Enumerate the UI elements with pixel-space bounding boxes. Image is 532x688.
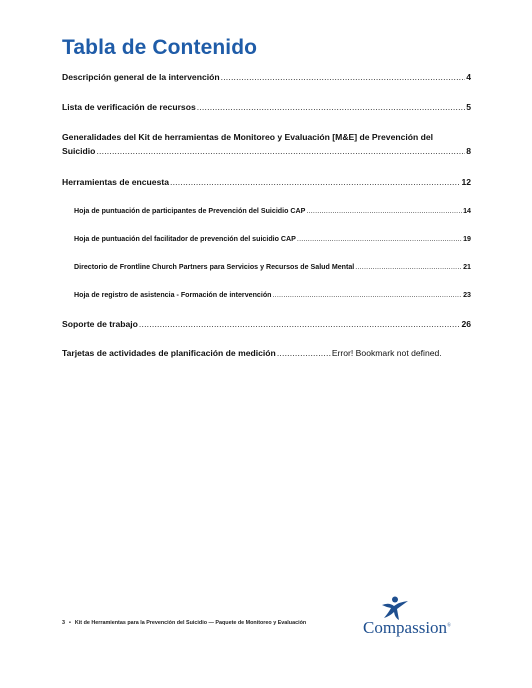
logo-registered-mark: ® [447, 623, 451, 629]
footer-bullet: • [69, 620, 71, 626]
page-title: Tabla de Contenido [62, 36, 258, 59]
footer-page-number: 3 [62, 620, 65, 626]
toc-leader-dots [306, 207, 462, 215]
toc-entry-lista[interactable] [62, 102, 471, 112]
toc-entry-label: Hoja de registro de asistencia - Formación de intervención [74, 291, 272, 299]
toc-leader-dots [297, 235, 462, 243]
toc-entry-error: Error! Bookmark not defined. [331, 348, 442, 358]
toc-entry-generalidades[interactable] [62, 132, 471, 156]
toc-entry-page: 21 [463, 263, 471, 271]
compassion-logo [363, 596, 473, 640]
toc-subentry-registro[interactable] [62, 291, 471, 299]
toc-entry-herramientas[interactable] [62, 177, 471, 187]
toc-entry-label: Lista de verificación de recursos [62, 102, 196, 112]
toc-leader-dots [273, 291, 463, 299]
toc-subentry-directorio[interactable] [62, 263, 471, 271]
toc-entry-soporte[interactable] [62, 319, 471, 329]
toc-entry-label: Generalidades del Kit de herramientas de Monitoreo y Evaluación [M&E] de Prevención del [62, 132, 434, 142]
toc-entry-page: 14 [463, 207, 471, 215]
toc-subentry-participantes[interactable] [62, 207, 471, 215]
toc-entry-page: 26 [461, 319, 471, 329]
toc-leader-dots [170, 177, 460, 187]
toc-entry-label: Hoja de puntuación del facilitador de prevención del suicidio CAP [74, 235, 296, 243]
toc-leader-dots [139, 319, 461, 329]
toc-leader-dots [277, 348, 331, 358]
toc-entry-label: Descripción general de la intervención [62, 72, 220, 82]
toc-entry-label: Directorio de Frontline Church Partners para Servicios y Recursos de Salud Mental [74, 263, 355, 271]
toc-leader-dots [355, 263, 462, 271]
toc-entry-label: Soporte de trabajo [62, 319, 138, 329]
toc-entry-label-continued: Suicidio [62, 146, 96, 156]
toc-entry-label: Tarjetas de actividades de planificación de medición [62, 348, 276, 358]
toc-leader-dots [221, 72, 466, 82]
logo-text: Compassion [363, 618, 448, 637]
toc-entry-label: Herramientas de encuesta [62, 177, 169, 187]
page-footer [62, 620, 306, 626]
toc-leader-dots [96, 146, 465, 156]
toc-entry-page: 12 [461, 177, 471, 187]
toc-entry-descripcion[interactable] [62, 72, 471, 82]
toc-entry-page: 19 [463, 235, 471, 243]
toc-leader-dots [197, 102, 465, 112]
toc-subentry-facilitador[interactable] [62, 235, 471, 243]
toc-entry-tarjetas[interactable] [62, 348, 471, 358]
toc-entry-label: Hoja de puntuación de participantes de Prevención del Suicidio CAP [74, 207, 306, 215]
toc-entry-page: 4 [466, 72, 471, 82]
toc-entry-page: 5 [466, 102, 471, 112]
toc-entry-page: 8 [466, 146, 471, 156]
footer-text: Kit de Herramientas para la Prevención del Suicidio — Paquete de Monitoreo y Evaluación [74, 620, 307, 626]
toc-entry-page: 23 [463, 291, 471, 299]
